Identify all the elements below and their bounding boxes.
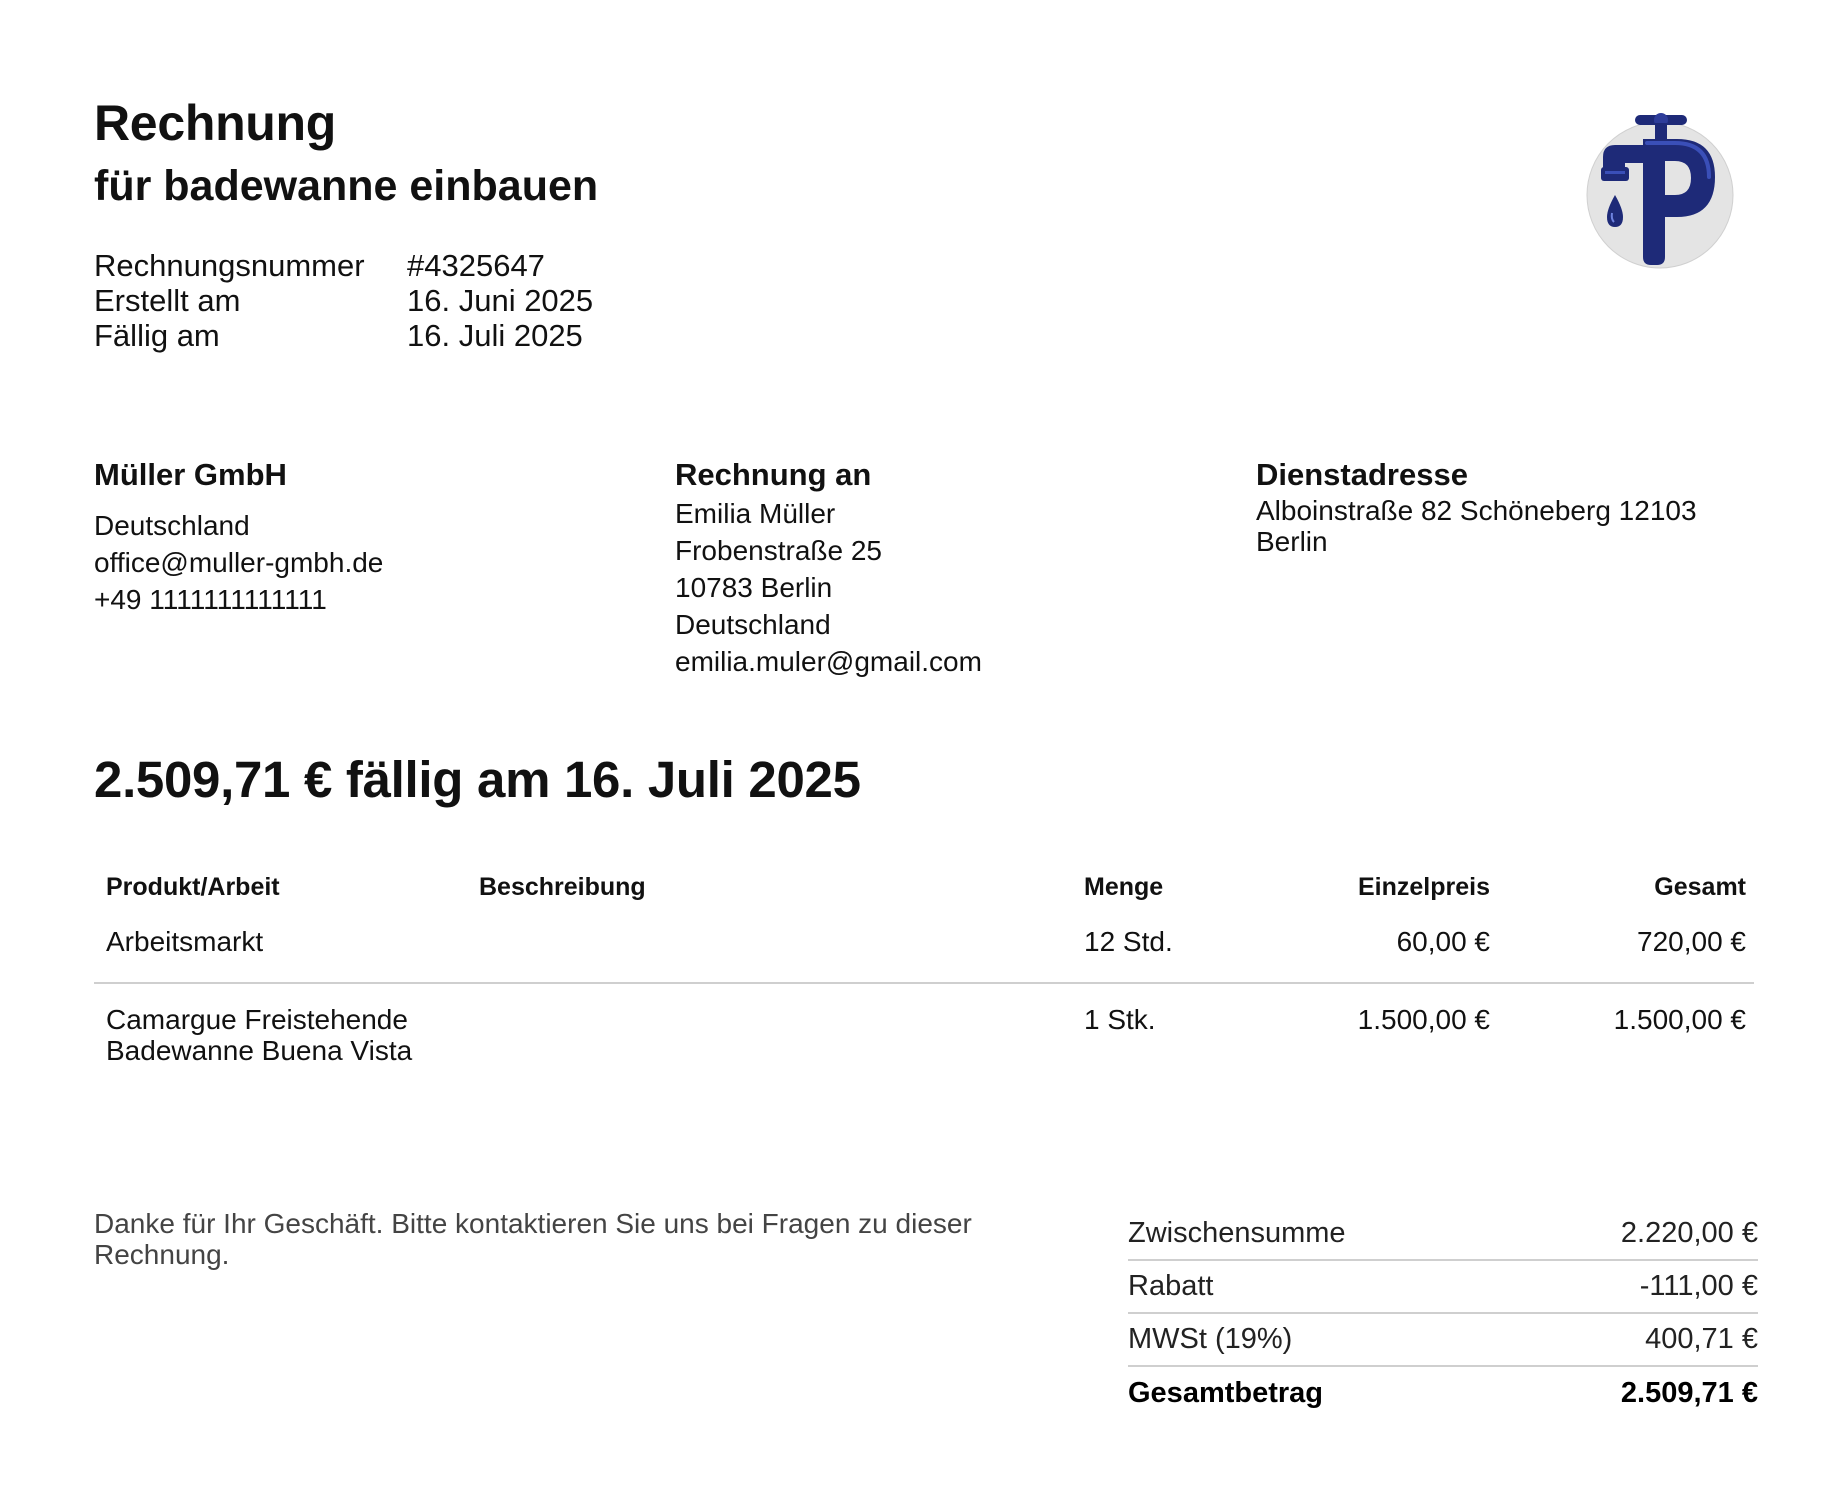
service-address-heading: Dienstadresse [1256, 457, 1468, 492]
service-address-block [1256, 455, 1736, 557]
totals-discount-row [1128, 1261, 1758, 1314]
totals-value: 2.509,71 € [1620, 1377, 1758, 1409]
meta-value: #4325647 [407, 248, 545, 283]
items-table [94, 862, 1754, 1074]
recipient-line: 10783 Berlin [675, 572, 833, 603]
sender-line: Deutschland [94, 510, 250, 541]
sender-phone: +49 1111111111111 [94, 584, 327, 615]
totals-label: MWSt (19%) [1128, 1323, 1293, 1355]
header-description: Beschreibung [479, 872, 646, 901]
cell-quantity: 1 Stk. [1084, 1004, 1156, 1035]
header-quantity: Menge [1084, 872, 1164, 901]
totals-label: Rabatt [1128, 1270, 1214, 1302]
totals-value: 400,71 € [1645, 1323, 1758, 1355]
amount-due: 2.509,71 € fällig am 16. Juli 2025 [94, 751, 861, 808]
cell-unit-price: 60,00 € [1396, 926, 1490, 957]
meta-value: 16. Juni 2025 [407, 283, 594, 318]
thanks-note: Danke für Ihr Geschäft. Bitte kontaktieren Sie uns bei Fragen zu dieser Rechnung. [94, 1208, 972, 1270]
cell-total: 720,00 € [1637, 926, 1746, 957]
recipient-line: Frobenstraße 25 [675, 535, 882, 566]
table-row [94, 912, 1754, 984]
header-total: Gesamt [1654, 872, 1746, 901]
sender-name: Müller GmbH [94, 457, 287, 492]
totals-label: Zwischensumme [1128, 1217, 1346, 1249]
meta-row-due [94, 318, 593, 353]
totals-block [1128, 1208, 1758, 1420]
cell-unit-price: 1.500,00 € [1357, 1004, 1490, 1035]
cell-total: 1.500,00 € [1613, 1004, 1746, 1035]
cell-product-line: Camargue Freistehende [106, 1004, 408, 1035]
totals-value: -111,00 € [1639, 1270, 1758, 1302]
recipient-block [675, 455, 982, 680]
faucet-p-logo-icon [1585, 105, 1735, 277]
invoice-title: Rechnung [94, 95, 337, 151]
totals-vat-row [1128, 1314, 1758, 1367]
recipient-heading: Rechnung an [675, 457, 872, 492]
cell-quantity: 12 Std. [1084, 926, 1173, 957]
header-unit-price: Einzelpreis [1358, 872, 1490, 901]
meta-row-number [94, 248, 593, 283]
totals-subtotal-row [1128, 1208, 1758, 1261]
recipient-line: Emilia Müller [675, 498, 836, 529]
invoice-subtitle: für badewanne einbauen [94, 162, 599, 210]
cell-product [106, 1004, 412, 1066]
meta-row-created [94, 283, 593, 318]
recipient-line: Deutschland [675, 609, 831, 640]
items-header-row [94, 862, 1754, 912]
meta-label: Fällig am [94, 318, 220, 353]
meta-label: Rechnungsnummer [94, 248, 365, 283]
recipient-email[interactable]: emilia.muler@gmail.com [675, 646, 982, 677]
invoice-meta [94, 248, 593, 353]
cell-product: Arbeitsmarkt [106, 926, 264, 957]
meta-label: Erstellt am [94, 283, 241, 318]
header-product: Produkt/Arbeit [106, 872, 280, 901]
table-row [94, 984, 1754, 1074]
sender-email[interactable]: office@muller-gmbh.de [94, 547, 384, 578]
service-address-line: Berlin [1256, 526, 1328, 557]
sender-block [94, 455, 383, 618]
totals-label: Gesamtbetrag [1128, 1377, 1324, 1409]
totals-grand-total-row [1128, 1367, 1758, 1420]
service-address-line: Alboinstraße 82 Schöneberg 12103 [1256, 495, 1697, 526]
meta-value: 16. Juli 2025 [407, 318, 583, 353]
cell-product-line: Badewanne Buena Vista [106, 1035, 413, 1066]
totals-value: 2.220,00 € [1620, 1217, 1758, 1249]
